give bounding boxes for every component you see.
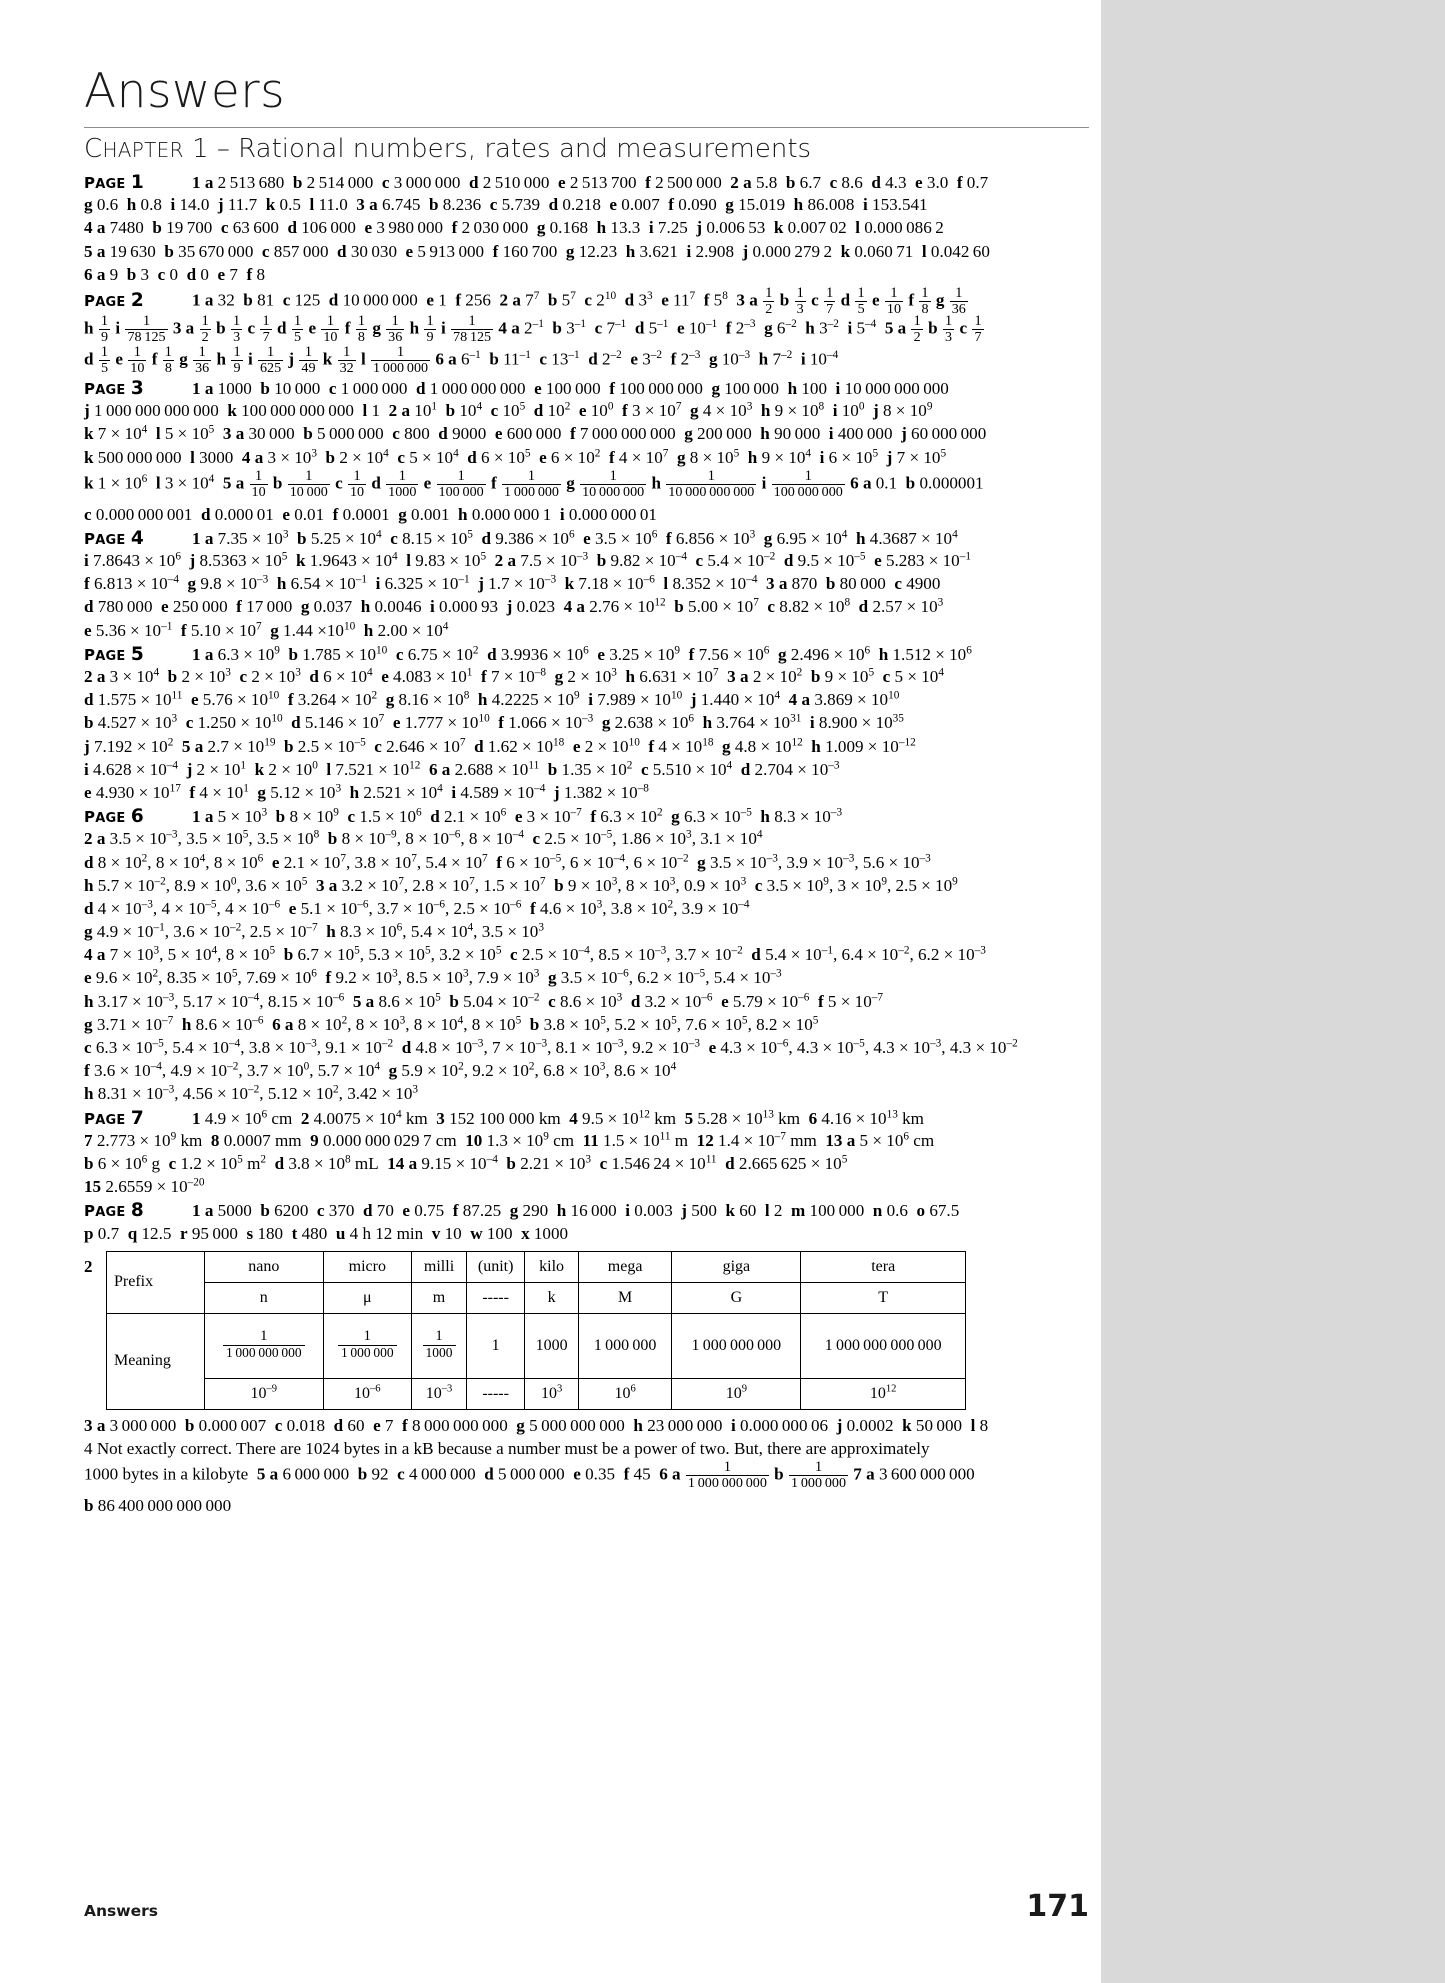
footer-label: Answers (84, 1902, 158, 1920)
answer-line: b $6 \times 10^6$ g c $1.2 \times 10^5$ $m^2$ d $3.8 \times 10^8$ mL 14 a $9.15 \times 10^{-4}$ b $2.21 \times 10^3$ c 1.546 $24 \times 10^{11}$ d 2.665 $625 \times 10^5$ (84, 1153, 848, 1173)
answer-line: PAGE 3 1 a 1000 b 10 000 c 1 000 000 d 1 000 000 000 e 100 000 f 100 000 000 g 100 000 h 100 i 10 000 000 000 (84, 376, 1089, 399)
answer-line: g $4.9 \times 10^{-1}$, $3.6 \times 10^{-2}$, $2.5 \times 10^{-7}$ h $8.3 \times 10^6$, $5.4 \times 10^4$, $3.5 \times 10^3$ (84, 921, 544, 942)
page-label-1: PAGE 1 (84, 172, 144, 193)
table-row-names (107, 1251, 966, 1282)
row-label-meaning: Meaning (107, 1313, 205, 1409)
table-row-powers (107, 1378, 966, 1409)
prefix-meaning-tera: 1 000 000 000 000 (801, 1313, 966, 1378)
prefix-name-nano: nano (205, 1251, 324, 1282)
prefix-power-unit: ----- (467, 1378, 525, 1409)
prefix-meaning-kilo: 1000 (525, 1313, 579, 1378)
answer-line: PAGE 5 1 a $6.3 \times 10^9$ b $1.785 \times 10^{10}$ c $6.75 \times 10^2$ d $3.9936 \times 10^6$ e $3.25 \times 10^9$ f $7.56 \times 10^6$ g $2.496 \times 10^6$ h $1.512 \times 10^6$ (84, 642, 1089, 665)
table-question-number: 2 (84, 1256, 93, 1276)
prefix-name-unit: (unit) (467, 1251, 525, 1282)
answer-line: f $6.813 \times 10^{-4}$ g $9.8 \times 10^{-3}$ h $6.54 \times 10^{-1}$ i $6.325 \times 10^{-1}$ j $1.7 \times 10^{-3}$ k $7.18 \times 10^{-6}$ l $8.352 \times 10^{-4}$ 3 a 870 b 80 000 c 4900 (84, 573, 941, 594)
prefix-name-kilo: kilo (525, 1251, 579, 1282)
prefix-name-tera: tera (801, 1251, 966, 1282)
answer-line: c $6.3 \times 10^{-5}$, $5.4 \times 10^{-4}$, $3.8 \times 10^{-3}$, $9.1 \times 10^{-2}$ d $4.8 \times 10^{-3}$, $7 \times 10^{-3}$, $8.1 \times 10^{-3}$, $9.2 \times 10^{-3}$ e $4.3 \times 10^{-6}$, $4.3 \times 10^{-5}$, $4.3 \times 10^{-3}$, $4.3 \times 10^{-2}$ (84, 1037, 1018, 1057)
answer-line: p 0.7 q 12.5 r 95 000 s 180 t 480 u 4 h 12 min v 10 w 100 x 1000 (84, 1223, 569, 1243)
answer-line: e $4.930 \times 10^{17}$ f $4 \times 10^1$ g $5.12 \times 10^3$ h $2.521 \times 10^4$ i $4.589 \times 10^{-4}$ j $1.382 \times 10^{-8}$ (84, 782, 649, 802)
prefix-power-tera: $10^{12}$ (801, 1378, 966, 1409)
prefix-meaning-micro: $\frac{1}{1 000 000}$ (323, 1313, 412, 1378)
answer-line: e $9.6 \times 10^2$, $8.35 \times 10^5$, $7.69 \times 10^6$ f $9.2 \times 10^3$, $8.5 \times 10^3$, $7.9 \times 10^3$ g $3.5 \times 10^{-6}$, $6.2 \times 10^{-5}$, $5.4 \times 10^{-3}$ (84, 967, 782, 988)
answer-line: h $\frac{1}{9}$ i $\frac{1}{78 125}$ 3 a $\frac{1}{2}$ b $\frac{1}{3}$ c $\frac{1}{7}$ d $\frac{1}{5}$ e $\frac{1}{10}$ f $\frac{1}{8}$ g $\frac{1}{36}$ h $\frac{1}{9}$ i $\frac{1}{78 125}$ 4 a $2^{-1}$ b $3^{-1}$ c $7^{-1}$ d $5^{-1}$ e $10^{-1}$ f $2^{-3}$ g $6^{-2}$ h $3^{-2}$ i $5^{-4}$ 5 a $\frac{1}{2}$ b $\frac{1}{3}$ c $\frac{1}{7}$ (84, 312, 982, 346)
prefix-name-micro: micro (323, 1251, 412, 1282)
prefix-symbol-micro: μ (323, 1282, 412, 1313)
prefix-name-giga: giga (672, 1251, 801, 1282)
answer-line: PAGE 6 1 a $5 \times 10^3$ b $8 \times 10^9$ c $1.5 \times 10^6$ d $2.1 \times 10^6$ e $3 \times 10^{-7}$ f $6.3 \times 10^2$ g $6.3 \times 10^{-5}$ h $8.3 \times 10^{-3}$ (84, 804, 1089, 827)
answer-line: 2 a $3 \times 10^4$ b $2 \times 10^3$ c $2 \times 10^3$ d $6 \times 10^4$ e $4.083 \times 10^1$ f $7 \times 10^{-8}$ g $2 \times 10^3$ h $6.631 \times 10^7$ 3 a $2 \times 10^2$ b $9 \times 10^5$ c $5 \times 10^4$ (84, 666, 944, 686)
answers-body (84, 170, 1089, 1517)
answer-line: 3 a 3 000 000 b 0.000 007 c 0.018 d 60 e 7 f 8 000 000 000 g 5 000 000 000 h 23 000 000 i 0.000 000 06 j 0.0002 k 50 000 l 8 (84, 1415, 989, 1435)
answer-line: 1000 bytes in a kilobyte 5 a 6 000 000 b 92 c 4 000 000 d 5 000 000 e 0.35 f 45 6 a $\frac{1}{1 000 000 000}$ b $\frac{1}{1 000 000}$ 7 a 3 600 000 000 (84, 1459, 975, 1492)
prefix-power-mega: $10^6$ (578, 1378, 671, 1409)
page-margin-gutter (1101, 0, 1445, 1983)
page-label-2: PAGE 2 (84, 289, 144, 311)
answer-line: g $3.71 \times 10^{-7}$ h $8.6 \times 10^{-6}$ 6 a $8 \times 10^2$, $8 \times 10^3$, $8 \times 10^4$, $8 \times 10^5$ b $3.8 \times 10^5$, $5.2 \times 10^5$, $7.6 \times 10^5$, $8.2 \times 10^5$ (84, 1014, 819, 1034)
answer-line: 7 $2.773 \times 10^9$ km 8 0.0007 mm 9 0.000 000 029 7 cm 10 $1.3 \times 10^9$ cm 11 $1.5 \times 10^{11}$ m 12 $1.4 \times 10^{-7}$ mm 13 a $5 \times 10^6$ cm (84, 1130, 935, 1150)
answer-line: i $4.628 \times 10^{-4}$ j $2 \times 10^1$ k $2 \times 10^0$ l $7.521 \times 10^{12}$ 6 a $2.688 \times 10^{11}$ b $1.35 \times 10^2$ c $5.510 \times 10^4$ d $2.704 \times 10^{-3}$ (84, 759, 840, 779)
title-divider (84, 127, 1089, 128)
page-label-4: PAGE 4 (84, 527, 144, 549)
answer-line: PAGE 4 1 a $7.35 \times 10^3$ b $5.25 \times 10^4$ c $8.15 \times 10^5$ d $9.386 \times 10^6$ e $3.5 \times 10^6$ f $6.856 \times 10^3$ g $6.95 \times 10^4$ h $4.3687 \times 10^4$ (84, 526, 1089, 549)
answer-line: PAGE 2 1 a 32 b 81 c 125 d 10 000 000 e 1 f 256 2 a $7^7$ b $5^7$ c $2^{10}$ d $3^3$ e $11^7$ f $5^8$ 3 a $\frac{1}{2}$ b $\frac{1}{3}$ c $\frac{1}{7}$ d $\frac{1}{5}$ e $\frac{1}{10}$ f $\frac{1}{8}$ g $\frac{1}{36}$ (84, 284, 966, 318)
prefix-meaning-nano: $\frac{1}{1 000 000 000}$ (205, 1313, 324, 1378)
answer-line: k 500 000 000 l 3000 4 a $3 \times 10^3$ b $2 \times 10^4$ c $5 \times 10^4$ d $6 \times 10^5$ e $6 \times 10^2$ f $4 \times 10^7$ g $8 \times 10^5$ h $9 \times 10^4$ i $6 \times 10^5$ j $7 \times 10^5$ (84, 446, 947, 467)
answer-line: 2 a $3.5 \times 10^{-3}$, $3.5 \times 10^5$, $3.5 \times 10^8$ b $8 \times 10^{-9}$, $8 \times 10^{-6}$, $8 \times 10^{-4}$ c $2.5 \times 10^{-5}$, $1.86 \times 10^3$, $3.1 \times 10^4$ (84, 828, 763, 849)
page-footer (84, 1889, 1089, 1924)
prefix-power-micro: $10^{-6}$ (323, 1378, 412, 1409)
prefix-power-giga: $10^9$ (672, 1378, 801, 1409)
answer-line: PAGE 8 1 a 5000 b 6200 c 370 d 70 e 0.75 f 87.25 g 290 h 16 000 i 0.003 j 500 k 60 l 2 m 100 000 n 0.6 o 67.5 (84, 1198, 1089, 1221)
row-label-prefix: Prefix (107, 1251, 205, 1313)
answer-line: j $7.192 \times 10^2$ 5 a $2.7 \times 10^{19}$ b $2.5 \times 10^{-5}$ c $2.646 \times 10^7$ d $1.62 \times 10^{18}$ e $2 \times 10^{10}$ f $4 \times 10^{18}$ g $4.8 \times 10^{12}$ h $1.009 \times 10^{-12}$ (84, 735, 916, 756)
prefix-meaning-unit: 1 (467, 1313, 525, 1378)
answer-line: h $8.31 \times 10^{-3}$, $4.56 \times 10^{-2}$, $5.12 \times 10^2$, $3.42 \times 10^3$ (84, 1083, 419, 1104)
prefix-name-mega: mega (578, 1251, 671, 1282)
prefix-name-milli: milli (412, 1251, 467, 1282)
prefix-power-milli: $10^{-3}$ (412, 1378, 467, 1409)
answer-line: k $7 \times 10^4$ l $5 \times 10^5$ 3 a 30 000 b 5 000 000 c 800 d 9000 e 600 000 f 7 000 000 000 g 200 000 h 90 000 i 400 000 j 60 000 000 (84, 423, 987, 444)
answer-line: d $8 \times 10^2$, $8 \times 10^4$, $8 \times 10^6$ e $2.1 \times 10^7$, $3.8 \times 10^7$, $5.4 \times 10^7$ f $6 \times 10^{-5}$, $6 \times 10^{-4}$, $6 \times 10^{-2}$ g $3.5 \times 10^{-3}$, $3.9 \times 10^{-3}$, $5.6 \times 10^{-3}$ (84, 851, 931, 872)
answer-line: e $5.36 \times 10^{-1}$ f $5.10 \times 10^7$ g $1.44 \times 10^{10}$ h $2.00 \times 10^4$ (84, 619, 449, 640)
prefix-symbol-mega: M (578, 1282, 671, 1313)
chapter-heading-word: CHAPTER (84, 134, 184, 164)
chapter-heading-text: 1 – Rational numbers, rates and measurements (192, 134, 812, 164)
prefix-meaning-mega: 1 000 000 (578, 1313, 671, 1378)
page-number: 171 (1026, 1889, 1089, 1924)
table-row-symbols (107, 1282, 966, 1313)
prefix-symbol-milli: m (412, 1282, 467, 1313)
prefix-symbol-nano: n (205, 1282, 324, 1313)
page-label-7: PAGE 7 (84, 1107, 144, 1129)
answer-line: 4 a 7480 b 19 700 c 63 600 d 106 000 e 3 980 000 f 2 030 000 g 0.168 h 13.3 i 7.25 j 0.006 53 k 0.007 02 l 0.000 086 2 (84, 218, 944, 238)
answer-line: d $1.575 \times 10^{11}$ e $5.76 \times 10^{10}$ f $3.264 \times 10^2$ g $8.16 \times 10^8$ h $4.2225 \times 10^9$ i $7.989 \times 10^{10}$ j $1.440 \times 10^4$ 4 a $3.869 \times 10^{10}$ (84, 689, 900, 710)
answer-line: d 780 000 e 250 000 f 17 000 g 0.037 h 0.0046 i 0.000 93 j 0.023 4 a $2.76 \times 10^{12}$ b $5.00 \times 10^7$ c $8.82 \times 10^8$ d $2.57 \times 10^3$ (84, 596, 944, 617)
answer-line: 5 a 19 630 b 35 670 000 c 857 000 d 30 030 e 5 913 000 f 160 700 g 12.23 h 3.621 i 2.908 j 0.000 279 2 k 0.060 71 l 0.042 60 (84, 241, 990, 261)
chapter-heading (84, 134, 1089, 164)
answer-line: PAGE 7 1 $4.9 \times 10^6$ cm 2 $4.0075 \times 10^4$ km 3 152 100 000 km 4 $9.5 \times 10^{12}$ km 5 $5.28 \times 10^{13}$ km 6 $4.16 \times 10^{13}$ km (84, 1106, 1089, 1129)
page-label-5: PAGE 5 (84, 643, 144, 665)
answer-line: 4 a $7 \times 10^3$, $5 \times 10^4$, $8 \times 10^5$ b $6.7 \times 10^5$, $5.3 \times 10^5$, $3.2 \times 10^5$ c $2.5 \times 10^{-4}$, $8.5 \times 10^{-3}$, $3.7 \times 10^{-2}$ d $5.4 \times 10^{-1}$, $6.4 \times 10^{-2}$, $6.2 \times 10^{-3}$ (84, 944, 986, 965)
page-label-8: PAGE 8 (84, 1200, 144, 1222)
page-title: Answers (84, 64, 286, 119)
answer-line: PAGE 1 1 a 2 513 680 b 2 514 000 c 3 000 000 d 2 510 000 e 2 513 700 f 2 500 000 2 a 5.8 b 6.7 c 8.6 d 4.3 e 3.0 f 0.7 (84, 170, 1089, 193)
prefix-meaning-giga: 1 000 000 000 (672, 1313, 801, 1378)
table-row-meanings (107, 1313, 966, 1378)
answer-line: 15 $2.6559 \times 10^{-20}$ (84, 1176, 205, 1197)
prefix-power-nano: $10^{-9}$ (205, 1378, 324, 1409)
prefix-table-wrap (84, 1251, 1089, 1410)
answer-line: b 86 400 000 000 000 (84, 1496, 232, 1516)
prefix-symbol-tera: T (801, 1282, 966, 1313)
answer-line: b $4.527 \times 10^3$ c $1.250 \times 10^{10}$ d $5.146 \times 10^7$ e $1.777 \times 10^{10}$ f $1.066 \times 10^{-3}$ g $2.638 \times 10^6$ h $3.764 \times 10^{31}$ i $8.900 \times 10^{35}$ (84, 712, 904, 733)
prefix-meaning-milli: $\frac{1}{1000}$ (412, 1313, 467, 1378)
answer-line: 4 Not exactly correct. There are 1024 bytes in a kB because a number must be a power of two. But, there are approximately (84, 1438, 930, 1458)
answer-line: c 0.000 000 001 d 0.000 01 e 0.01 f 0.0001 g 0.001 h 0.000 000 1 i 0.000 000 01 (84, 504, 657, 524)
answer-line: f $3.6 \times 10^{-4}$, $4.9 \times 10^{-2}$, $3.7 \times 10^0$, $5.7 \times 10^4$ g $5.9 \times 10^2$, $9.2 \times 10^2$, $6.8 \times 10^3$, $8.6 \times 10^4$ (84, 1060, 677, 1081)
page-label-3: PAGE 3 (84, 377, 144, 399)
prefix-symbol-unit: ----- (467, 1282, 525, 1313)
answer-line: 6 a 9 b 3 c 0 d 0 e 7 f 8 (84, 264, 265, 284)
prefix-symbol-kilo: k (525, 1282, 579, 1313)
prefix-symbol-giga: G (672, 1282, 801, 1313)
answer-line: j 1 000 000 000 000 k 100 000 000 000 l 1 2 a $10^1$ b $10^4$ c $10^5$ d $10^2$ e $10^0$ f $3 \times 10^7$ g $4 \times 10^3$ h $9 \times 10^8$ i $10^0$ j $8 \times 10^9$ (84, 400, 933, 421)
answer-line: g 0.6 h 0.8 i 14.0 j 11.7 k 0.5 l 11.0 3 a 6.745 b 8.236 c 5.739 d 0.218 e 0.007 f 0.090 g 15.019 h 86.008 i 153.541 (84, 195, 928, 215)
prefix-power-kilo: $10^3$ (525, 1378, 579, 1409)
prefix-table (106, 1251, 966, 1410)
page-content (84, 0, 1089, 1517)
answer-line: d $\frac{1}{5}$ e $\frac{1}{10}$ f $\frac{1}{8}$ g $\frac{1}{36}$ h $\frac{1}{9}$ i $\frac{1}{625}$ j $\frac{1}{49}$ k $\frac{1}{32}$ l $\frac{1}{1 000 000}$ 6 a $6^{-1}$ b $11^{-1}$ c $13^{-1}$ d $2^{-2}$ e $3^{-2}$ f $2^{-3}$ g $10^{-3}$ h $7^{-2}$ i $10^{-4}$ (84, 343, 839, 377)
answer-line: d $4 \times 10^{-3}$, $4 \times 10^{-5}$, $4 \times 10^{-6}$ e $5.1 \times 10^{-6}$, $3.7 \times 10^{-6}$, $2.5 \times 10^{-6}$ f $4.6 \times 10^3$, $3.8 \times 10^2$, $3.9 \times 10^{-4}$ (84, 898, 750, 918)
answer-line: h $5.7 \times 10^{-2}$, $8.9 \times 10^0$, $3.6 \times 10^5$ 3 a $3.2 \times 10^7$, $2.8 \times 10^7$, $1.5 \times 10^7$ b $9 \times 10^3$, $8 \times 10^3$, $0.9 \times 10^3$ c $3.5 \times 10^9$, $3 \times 10^9$, $2.5 \times 10^9$ (84, 875, 958, 895)
answer-line: h $3.17 \times 10^{-3}$, $5.17 \times 10^{-4}$, $8.15 \times 10^{-6}$ 5 a $8.6 \times 10^5$ b $5.04 \times 10^{-2}$ c $8.6 \times 10^3$ d $3.2 \times 10^{-6}$ e $5.79 \times 10^{-6}$ f $5 \times 10^{-7}$ (84, 990, 884, 1011)
page-label-6: PAGE 6 (84, 806, 144, 828)
answer-line: i $7.8643 \times 10^6$ j $8.5363 \times 10^5$ k $1.9643 \times 10^4$ l $9.83 \times 10^5$ 2 a $7.5 \times 10^{-3}$ b $9.82 \times 10^{-4}$ c $5.4 \times 10^{-2}$ d $9.5 \times 10^{-5}$ e $5.283 \times 10^{-1}$ (84, 550, 971, 571)
answer-line: k $1 \times 10^6$ l $3 \times 10^4$ 5 a $\frac{1}{10}$ b $\frac{1}{10 000}$ c $\frac{1}{10}$ d $\frac{1}{1000}$ e $\frac{1}{100 000}$ f $\frac{1}{1 000 000}$ g $\frac{1}{10 000 000}$ h $\frac{1}{10 000 000 000}$ i $\frac{1}{100 000 000}$ 6 a 0.1 b 0.000001 (84, 467, 984, 500)
